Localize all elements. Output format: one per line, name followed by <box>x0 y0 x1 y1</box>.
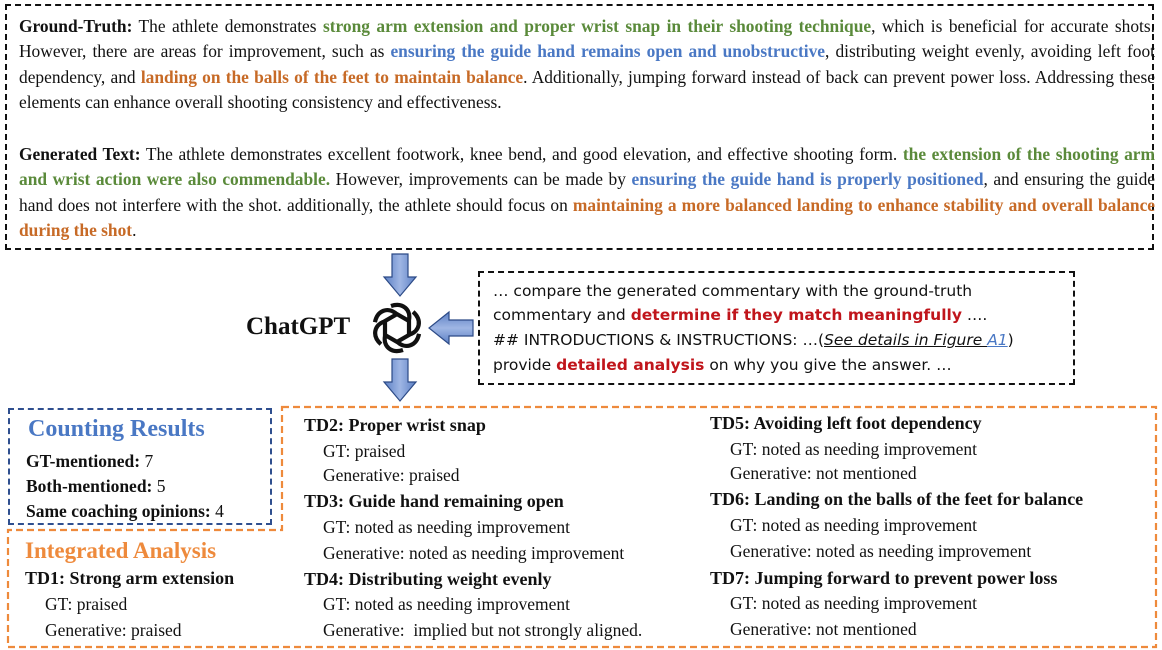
td4-generative: Generative: implied but not strongly aligned. <box>323 620 643 640</box>
td6-generative: Generative: noted as needing improvement <box>730 541 1032 561</box>
counting-results-title: Counting Results <box>28 416 205 442</box>
ground-truth-text-3: , distributing weight evenly, avoiding left foot dependency, and <box>19 41 1156 87</box>
generated-text-3: , and ensuring the guide hand does not interfere with the shot. additionally, the athlete should focus on <box>19 169 1155 215</box>
td5-generative: Generative: not mentioned <box>730 463 917 483</box>
td3-gt: GT: noted as needing improvement <box>323 517 570 537</box>
td3-title: TD3: Guide hand remaining open <box>304 491 564 511</box>
ground-truth-highlight-green: strong arm extension and proper wrist snap in their shooting technique <box>322 16 872 36</box>
same-opinions-row <box>26 501 224 522</box>
td7-generative: Generative: not mentioned <box>730 619 917 639</box>
td2-gt: GT: praised <box>323 441 406 461</box>
both-mentioned-value: 5 <box>156 476 166 496</box>
generated-text-4: . <box>132 220 137 241</box>
td1-title: TD1: Strong arm extension <box>25 568 235 588</box>
ground-truth-text-4: . Additionally, jumping forward instead of back can prevent power loss. Addressing these elements can enhance overall shooting consistency and effectiveness. <box>19 66 1155 113</box>
figure-a1-link[interactable]: A1 <box>987 331 1008 349</box>
prompt-line-3-text: ## INTRODUCTIONS & INSTRUCTIONS: …( <box>493 331 825 349</box>
generated-highlight-blue: ensuring the guide hand is properly positioned <box>631 169 984 190</box>
gt-mentioned-value: 7 <box>144 451 154 471</box>
prompt-line-2-text: commentary and <box>493 306 631 324</box>
ground-truth-highlight-blue: ensuring the guide hand remains open and unobstructive <box>390 41 826 62</box>
gt-mentioned-label: GT-mentioned: <box>26 451 141 471</box>
same-opinions-value: 4 <box>215 501 224 521</box>
generated-highlight-orange: maintaining a more balanced landing to enhance stability and overall balance during the shot <box>19 194 1156 241</box>
both-mentioned-label: Both-mentioned: <box>26 476 153 496</box>
ground-truth-text-2: , which is beneficial for accurate shots. However, there are areas for improvement, such as <box>19 16 1155 62</box>
td4-gt: GT: noted as needing improvement <box>323 594 570 614</box>
ground-truth-highlight-orange: landing on the balls of the feet to maintain balance <box>140 66 524 87</box>
prompt-line-1: … compare the generated commentary with the ground-truth <box>493 282 973 300</box>
td7-title: TD7: Jumping forward to prevent power loss <box>710 568 1058 588</box>
ground-truth-text-1: The athlete demonstrates <box>132 16 323 36</box>
prompt-line-2-highlight: determine if they match meaningfully <box>630 306 962 324</box>
td3-generative: Generative: noted as needing improvement <box>323 543 625 563</box>
ground-truth-label: Ground-Truth: <box>19 16 133 36</box>
generated-text-2: However, improvements can be made by <box>330 169 632 190</box>
prompt-line-4-text: provide <box>493 356 557 374</box>
prompt-line-4-end: on why you give the answer. … <box>704 356 952 374</box>
counting-results-box <box>8 408 272 525</box>
prompt-line-3-end: ) <box>1007 331 1014 349</box>
prompt-line-3-italic: See details in Figure <box>824 331 988 349</box>
td2-title: TD2: Proper wrist snap <box>304 415 486 435</box>
prompt-line-2-end: …. <box>961 306 988 324</box>
both-mentioned-row <box>26 476 166 497</box>
generated-text-label: Generated Text: <box>19 144 141 164</box>
td1-generative: Generative: praised <box>45 620 182 640</box>
td5-gt: GT: noted as needing improvement <box>730 439 977 459</box>
chatgpt-label: ChatGPT <box>246 313 351 340</box>
generated-highlight-green: the extension of the shooting arm and wrist action were also commendable. <box>19 144 1156 190</box>
generated-text-1: The athlete demonstrates excellent footwork, knee bend, and good elevation, and effective shooting form. <box>140 144 903 164</box>
gt-mentioned-row <box>26 451 153 472</box>
prompt-line-4-highlight: detailed analysis <box>556 356 705 374</box>
same-opinions-label: Same coaching opinions: <box>26 501 211 521</box>
td5-title: TD5: Avoiding left foot dependency <box>710 413 982 433</box>
td6-gt: GT: noted as needing improvement <box>730 515 977 535</box>
td4-title: TD4: Distributing weight evenly <box>304 569 552 589</box>
td6-title: TD6: Landing on the balls of the feet for balance <box>710 489 1084 509</box>
td7-gt: GT: noted as needing improvement <box>730 593 977 613</box>
integrated-analysis-title: Integrated Analysis <box>25 538 217 563</box>
td2-generative: Generative: praised <box>323 465 460 485</box>
td1-gt: GT: praised <box>45 594 128 614</box>
